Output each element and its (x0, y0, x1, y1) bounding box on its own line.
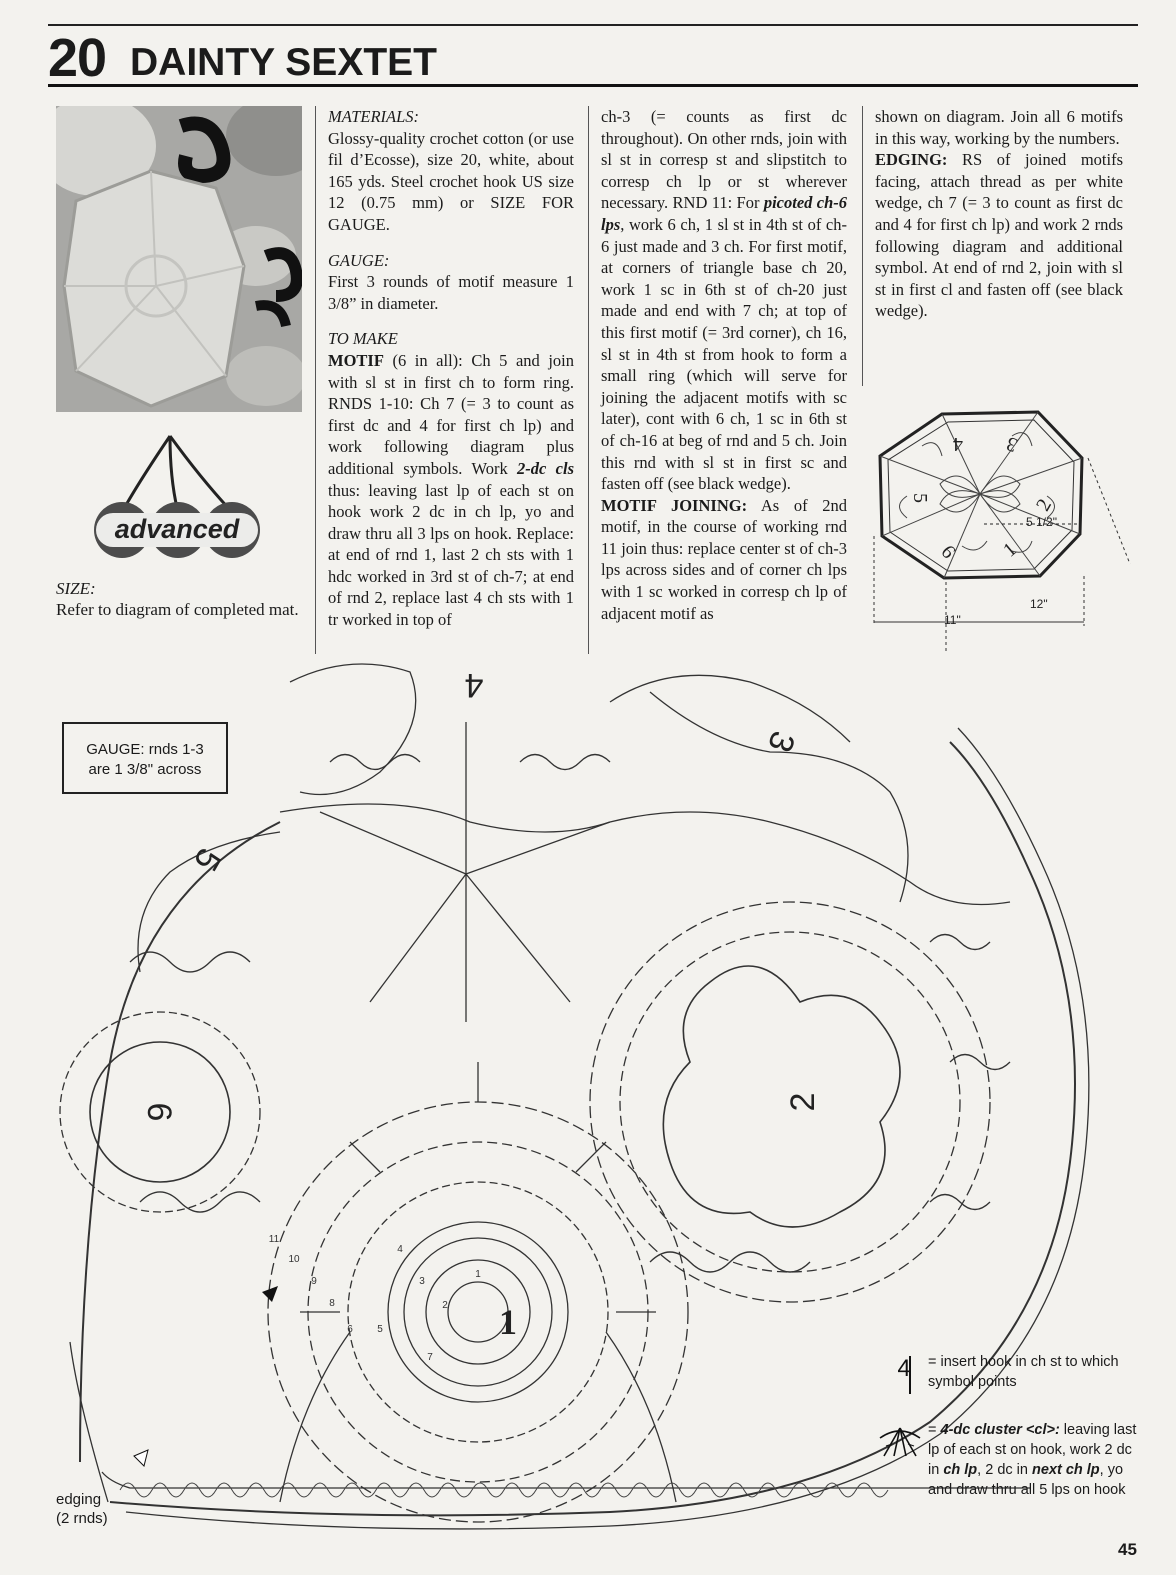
chart-motif-number: 3 (759, 726, 803, 758)
size-label: SIZE: (56, 579, 96, 598)
white-wedge (134, 1450, 148, 1466)
hook-pointer-icon (898, 1354, 922, 1396)
motif-text: thus: leaving last lp of each st on hook work 2 dc in ch lp, yo and draw thru all 3 lps on hook. Replace: at end of rnd 1, last 2 ch sts with 1 hdc worked in 3rd st of ch-7; at end of rnd 2, replace last 4 ch sts with 1 tr worked in top of (328, 480, 574, 630)
edging-label-line: (2 rnds) (56, 1510, 108, 1527)
round-number: 7 (427, 1352, 433, 1363)
edging-label (56, 1490, 108, 1528)
legend-cluster-text (928, 1420, 1138, 1500)
cls-label: 2-dc cls (517, 458, 574, 478)
joining-instructions-cont (875, 106, 1123, 149)
dimension-radius: 5 1/2" (1026, 515, 1057, 529)
instructions-column-1 (328, 106, 574, 631)
edging-text: RS of joined motifs facing, attach thread as per white wedge, ch 7 (= 3 to count as first dc and 4 for first ch lp) and work 2 rnds following diagram and additional symbol. At end of rnd 2, join with sl st in first cl and fasten off (see black wedge). (875, 150, 1123, 321)
round-number: 9 (311, 1276, 317, 1287)
legend-cluster-label: 4-dc cluster <cl>: (940, 1422, 1060, 1438)
instructions-column-2 (601, 106, 847, 624)
round-number: 6 (347, 1324, 353, 1335)
edging-instructions (875, 149, 1123, 322)
picot-label: picoted ch-6 lps (601, 193, 847, 234)
chart-motif-number: 4 (464, 666, 484, 704)
product-photo (56, 106, 302, 412)
page-title: DAINTY SEXTET (130, 41, 437, 84)
black-wedge (262, 1286, 278, 1302)
dimension-width: 12" (1030, 597, 1048, 611)
round-number: 11 (268, 1234, 280, 1245)
motif-number: 1 (999, 538, 1021, 562)
joining-label: MOTIF JOINING: (601, 495, 748, 515)
motif-number: 3 (1003, 431, 1021, 457)
motif-number: 4 (953, 433, 963, 455)
badge-label: advanced (114, 514, 240, 544)
joining-instructions (601, 495, 847, 625)
pattern-number: 20 (48, 28, 107, 88)
joining-text-cont: shown on diagram. Join all 6 motifs in this way, working by the numbers. (875, 107, 1123, 148)
page-header (48, 30, 1138, 86)
chart-motif-number: 5 (185, 841, 229, 878)
round-number: 2 (442, 1300, 448, 1311)
chart-motif-number: 6 (140, 1102, 178, 1122)
round-number: 5 (377, 1324, 383, 1335)
motif-text-cont: ch-3 (= counts as first dc throughout). On other rnds, join with sl st in corresp st and slipstitch to corresp ch lp or st wherever necessary. RND 11: For (601, 107, 847, 213)
column-divider (315, 106, 316, 654)
title-rule (48, 84, 1138, 87)
assembly-diagram (862, 386, 1144, 656)
to-make-label: TO MAKE (328, 329, 398, 349)
motif-instructions (328, 350, 574, 631)
round-number: 1 (475, 1269, 481, 1280)
chart-motif-number: 1 (499, 1302, 517, 1342)
skill-badge (92, 430, 262, 560)
legend-cluster-desc: , 2 dc in (977, 1462, 1032, 1478)
legend-cluster-prefix: = (928, 1422, 941, 1438)
motif-number: 6 (936, 541, 960, 563)
round-number: 10 (288, 1254, 300, 1265)
dimension-side: 11" (944, 613, 961, 627)
legend-hook-text: = insert hook in ch st to which symbol points (928, 1354, 1119, 1390)
motif-number: 2 (1031, 495, 1057, 515)
motif-text: (6 in all): Ch 5 and join with sl st in first ch to form ring. RNDS 1-10: Ch 7 (= 3 to count as first dc and 4 for first ch lp) and work following diagram plus additional symbols. Work (328, 350, 574, 478)
round-number: 8 (329, 1298, 335, 1309)
materials-label: MATERIALS: (328, 107, 420, 126)
size-section (56, 578, 302, 620)
edging-label-line: edging (56, 1491, 102, 1508)
motif-number: 5 (909, 493, 931, 503)
gauge-note-line: are 1 3/8" across (88, 761, 202, 778)
instructions-column-3 (875, 106, 1123, 322)
gauge-note-line: GAUGE: rnds 1-3 (86, 741, 204, 758)
top-rule (48, 24, 1138, 26)
materials-text: Glossy-quality crochet cotton (or use fil d’Ecosse), size 20, white, about 165 yds. Steel crochet hook US size 12 (0.75 mm) or SIZE FOR GAUGE. (328, 128, 574, 234)
round-number: 3 (419, 1276, 425, 1287)
legend-cluster-desc: leaving last lp of each st on hook, work 2 dc in (928, 1422, 1137, 1478)
legend-cluster-desc: , yo and draw thru all 5 lps on hook (928, 1462, 1126, 1498)
chart-motif-number: 2 (784, 1092, 822, 1112)
motif-label: MOTIF (328, 350, 384, 370)
size-text: Refer to diagram of completed mat. (56, 600, 299, 619)
gauge-text: First 3 rounds of motif measure 1 3/8” in diameter. (328, 272, 574, 313)
column-divider (588, 106, 589, 654)
legend-chlp: ch lp (943, 1462, 978, 1478)
hook-symbol-digit: 4 (898, 1355, 911, 1382)
round-number: 4 (397, 1244, 403, 1255)
column-divider (862, 106, 863, 386)
gauge-label: GAUGE: (328, 250, 390, 270)
page-number: 45 (1118, 1540, 1137, 1559)
gauge-note-box (62, 722, 228, 794)
motif-instructions-cont (601, 106, 847, 495)
legend-next-chlp: next ch lp (1031, 1462, 1100, 1478)
edging-label: EDGING: (875, 150, 948, 170)
cluster-symbol-icon (878, 1424, 922, 1460)
joining-text: As of 2nd motif, in the course of working rnd 11 join thus: replace center st of ch-3 lps across sides and of corner ch lps with 1 sc worked in corresp ch lp of adjacent motif as (601, 495, 847, 623)
motif-text: , work 6 ch, 1 sl st in 4th st of ch-6 just made and 3 ch. For first motif, at corners of triangle base ch 20, work 1 sc in 6th st of ch-20 just made and end with 7 ch; at top of this first motif (= 3rd corner), ch 16, sl st in 4th st from hook to form a small ring (which will serve for joining the adjacent motifs with sc later), cont with 6 ch, 1 sc in 6th st of ch-16 at beg of rnd and 5 ch. Join this rnd with sl st in first sc and fasten off (see black wedge). (601, 214, 847, 494)
